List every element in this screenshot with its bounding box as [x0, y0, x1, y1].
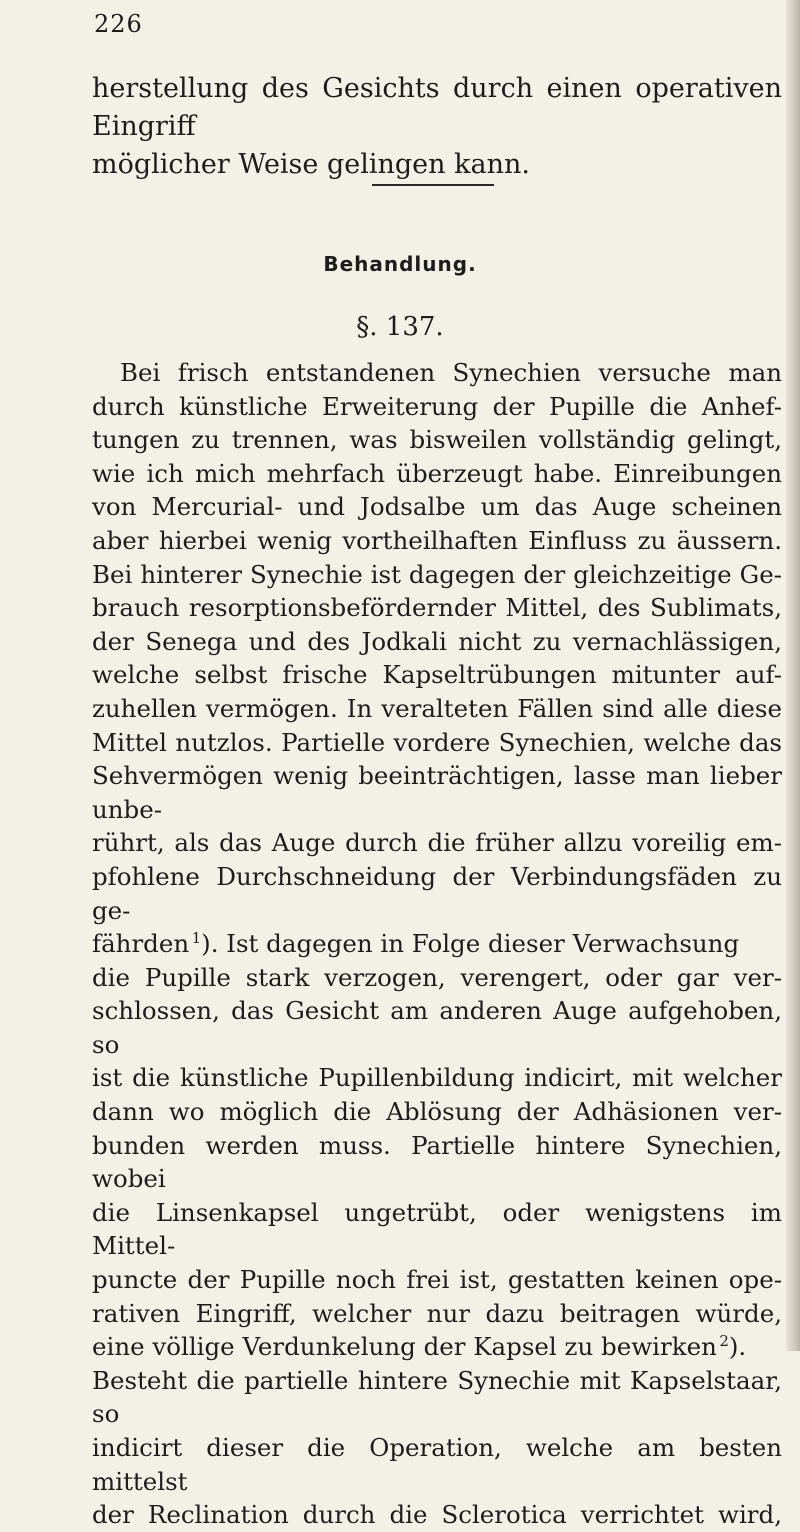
- text-line: wie ich mich mehrfach überzeugt habe. Einreibungen: [92, 458, 782, 488]
- text-line: die Pupille stark verzogen, verengert, oder gar ver-: [92, 962, 782, 992]
- carryover-paragraph: [92, 70, 782, 184]
- text-line: der Senega und des Jodkali nicht zu vernachlässigen,: [92, 626, 782, 656]
- text-line: der Reclination durch die Sclerotica verrichtet wird,: [92, 1500, 782, 1530]
- text-line: Bei hinterer Synechie ist dagegen der gleichzeitige Ge-: [92, 559, 782, 589]
- text-line: die Linsenkapsel ungetrübt, oder wenigstens im Mittel-: [92, 1197, 782, 1261]
- text-line: zuhellen vermögen. In veralteten Fällen sind alle diese: [92, 693, 782, 723]
- section-number: §. 137.: [356, 312, 444, 342]
- text-line: rativen Eingriff, welcher nur dazu beitragen würde,: [92, 1298, 782, 1328]
- text-line: brauch resorptionsbefördernder Mittel, des Sublimats,: [92, 593, 782, 623]
- footnote-ref: 1: [191, 928, 202, 947]
- section-heading: Behandlung.: [323, 252, 477, 276]
- page-number: 226: [94, 10, 143, 38]
- text-line: welche selbst frische Kapseltrübungen mitunter auf-: [92, 660, 782, 690]
- text-line: Bei frisch entstandenen Synechien versuche man: [120, 358, 782, 387]
- footnote-ref: 2: [719, 1332, 729, 1351]
- line-text: fährden: [92, 929, 190, 959]
- text-line: durch künstliche Erweiterung der Pupille die Anhef-: [92, 391, 782, 421]
- line-text: ). Ist dagegen in Folge dieser Verwachsung: [201, 929, 740, 959]
- text-line: rührt, als das Auge durch die früher allzu voreilig em-: [92, 828, 782, 858]
- text-line: Besteht die partielle hintere Synechie mit Kapselstaar, so: [92, 1365, 782, 1429]
- text-line: bunden werden muss. Partielle hintere Synechien, wobei: [92, 1130, 782, 1194]
- section-divider: [372, 184, 494, 186]
- text-line: dann wo möglich die Ablösung der Adhäsionen ver-: [92, 1097, 782, 1127]
- body-paragraph: [92, 356, 782, 1532]
- text-line: puncte der Pupille noch frei ist, gestatten keinen ope-: [92, 1265, 782, 1295]
- text-line: aber hierbei wenig vortheilhaften Einfluss zu äussern.: [92, 525, 782, 555]
- page-edge: [786, 0, 800, 1351]
- text-line: ist die künstliche Pupillenbildung indicirt, mit welcher: [92, 1063, 782, 1093]
- text-line: Mittel nutzlos. Partielle vordere Synechien, welche das: [92, 727, 782, 757]
- text-line: Sehvermögen wenig beeinträchtigen, lasse man lieber unbe-: [92, 761, 782, 824]
- text-line: von Mercurial- und Jodsalbe um das Auge scheinen: [92, 492, 782, 522]
- text-line: pfohlene Durchschneidung der Verbindungsfäden zu ge-: [92, 861, 782, 925]
- line-text: eine völlige Verdunkelung der Kapsel zu bewirken: [92, 1332, 717, 1362]
- text-line: indicirt dieser die Operation, welche am besten mittelst: [92, 1433, 782, 1496]
- line-text: ).: [728, 1332, 747, 1362]
- text-line: herstellung des Gesichts durch einen operativen Eingriff: [92, 73, 782, 142]
- text-line: schlossen, das Gesicht am anderen Auge aufgehoben, so: [92, 996, 782, 1059]
- text-line-with-footnote: [92, 1330, 782, 1364]
- text-line: tungen zu trennen, was bisweilen vollständig gelingt,: [92, 425, 782, 455]
- text-line-with-footnote: [92, 927, 782, 961]
- text-line: möglicher Weise gelingen kann.: [92, 149, 530, 180]
